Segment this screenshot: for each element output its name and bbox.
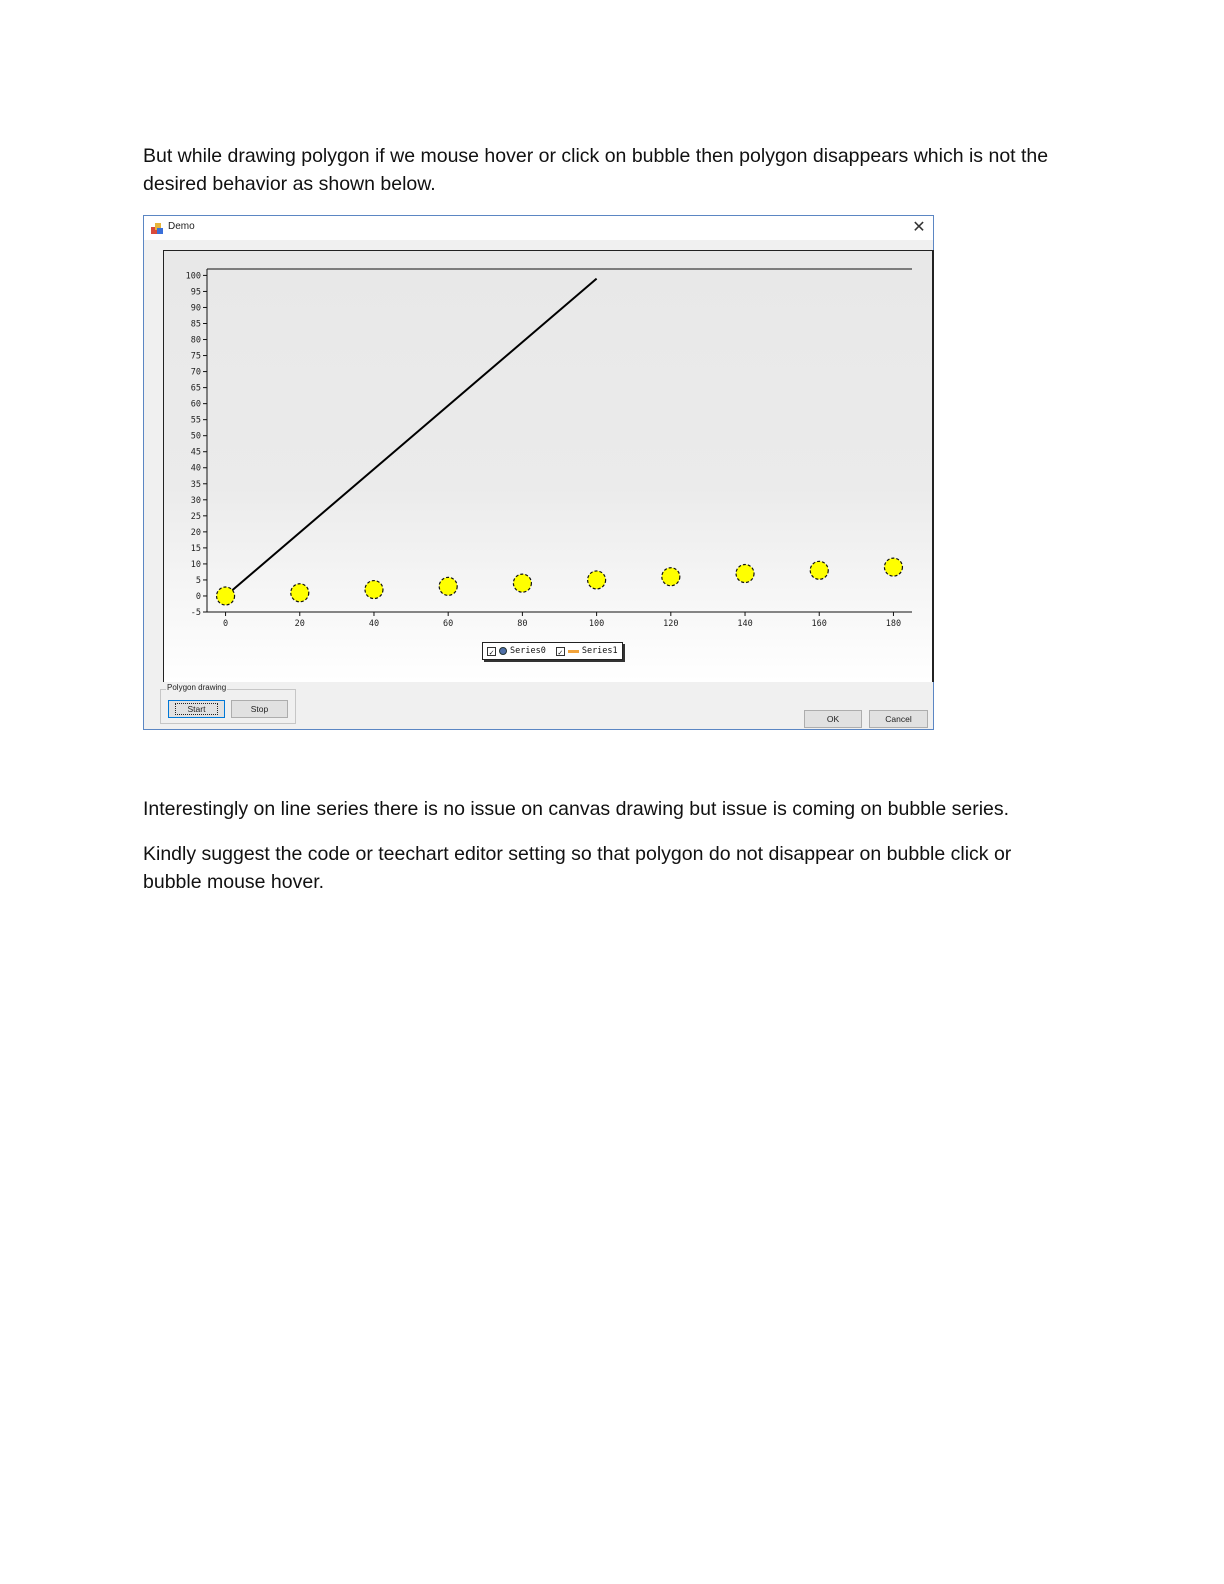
y-tick-label: 35 [190,479,201,490]
series0-checkbox[interactable]: ✓ [487,647,496,656]
y-tick-label: 25 [190,511,201,522]
close-icon[interactable]: ✕ [912,219,926,236]
y-tick-label: 75 [190,351,201,362]
polygon-drawing-label: Polygon drawing [167,683,227,692]
bubble-point [217,587,235,605]
stop-button[interactable]: Stop [231,700,288,718]
y-tick-label: 10 [190,559,201,570]
x-tick-label: 100 [588,619,605,629]
bubble-point [884,558,902,576]
x-tick-label: 140 [737,619,753,629]
x-tick-label: 60 [443,619,454,629]
y-tick-label: 45 [190,447,201,458]
series1-line [226,279,597,596]
y-tick-label: 30 [190,495,201,506]
x-tick-label: 40 [368,619,380,629]
y-tick-label: 5 [195,575,201,586]
bubble-point [588,571,606,589]
y-tick-label: 85 [190,319,201,330]
y-tick-label: 15 [190,543,201,554]
x-tick-label: 120 [663,619,679,629]
y-tick-label: 55 [190,415,201,426]
series0-legend-label: Series0 [510,646,546,656]
y-tick-label: -5 [190,608,201,618]
bubble-point [513,574,531,592]
series1-checkbox[interactable]: ✓ [556,647,565,656]
y-tick-label: 80 [190,335,201,346]
request-paragraph: Kindly suggest the code or teechart editor setting so that polygon do not disappear on bubble click or bubble mouse hover. [143,843,1012,893]
x-tick-label: 80 [517,619,528,629]
y-tick-label: 60 [190,399,201,410]
ok-button[interactable]: OK [804,710,862,728]
window-title: Demo [168,221,195,232]
x-tick-label: 20 [294,619,305,629]
bubble-point [439,577,457,595]
series0-legend-symbol [499,647,507,655]
x-tick-label: 160 [811,619,827,629]
chart-panel[interactable] [163,250,934,682]
y-tick-label: 90 [190,303,201,314]
x-tick-label: 180 [885,619,902,629]
bubble-point [736,565,754,583]
observation-paragraph: Interestingly on line series there is no issue on canvas drawing but issue is coming on bubble series. [143,798,1010,820]
y-tick-label: 65 [190,383,201,394]
series1-legend-label: Series1 [581,646,618,656]
intro-paragraph: But while drawing polygon if we mouse hover or click on bubble then polygon disappears which is not the desired behavior as shown below. [143,145,1049,195]
polygon-drawing-group [160,683,296,724]
series1-legend-symbol [568,650,579,653]
y-tick-label: 50 [190,431,201,442]
title-bar [144,216,933,240]
app-icon [150,221,164,235]
y-tick-label: 70 [190,367,201,378]
bubble-point [291,584,309,602]
bubble-point [810,561,828,579]
x-tick-label: 0 [222,619,229,629]
bubble-point [365,581,383,599]
y-tick-label: 100 [185,271,201,282]
y-tick-label: 95 [190,287,201,298]
demo-window [143,215,934,730]
bubble-point [662,568,680,586]
y-tick-label: 40 [190,463,201,474]
y-tick-label: 20 [190,527,201,538]
chart-legend [482,642,623,660]
start-button[interactable]: Start [168,700,225,718]
cancel-button[interactable]: Cancel [869,710,928,728]
y-tick-label: 0 [195,591,201,602]
chart[interactable] [164,251,932,683]
